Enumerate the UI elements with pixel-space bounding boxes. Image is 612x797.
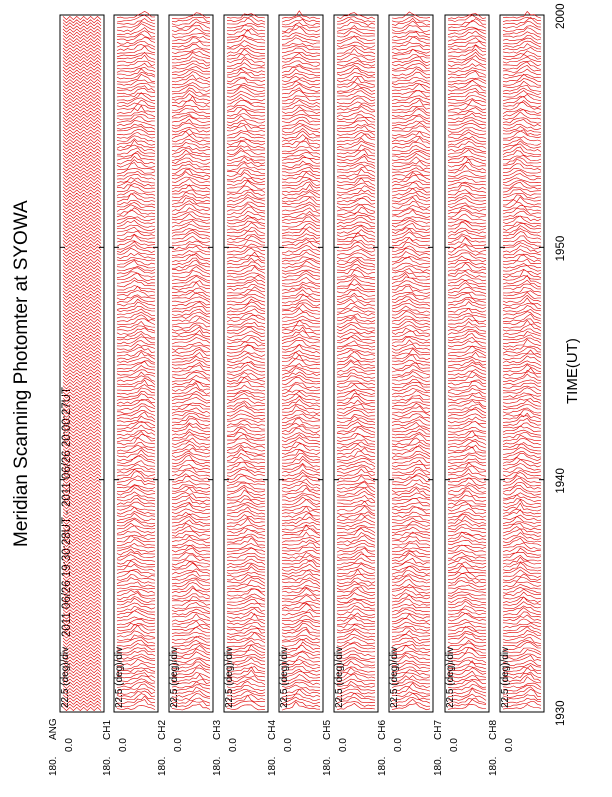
panel-traces — [503, 12, 541, 710]
panel-ch7 — [433, 14, 489, 776]
panel-ch6 — [377, 12, 433, 776]
channel-label: CH5 — [322, 719, 333, 740]
channel-label: CH2 — [157, 719, 168, 740]
y-tick-label-bottom: 0.0 — [283, 738, 294, 752]
panel-traces — [117, 11, 155, 709]
y-tick-label-top: 180. — [212, 756, 223, 776]
channel-label: CH7 — [433, 719, 444, 740]
panel-ch1 — [102, 11, 158, 776]
panel-frame — [169, 15, 213, 712]
panel-ch3 — [212, 14, 268, 776]
y-tick-label-top: 180. — [377, 756, 388, 776]
y-tick-label-bottom: 0.0 — [338, 738, 349, 752]
x-tick-label: 1950 — [555, 235, 567, 262]
scale-label: 22.5 (deg)/div — [445, 646, 456, 708]
panel-traces — [227, 14, 265, 710]
scale-label: 22.5 (deg)/div — [389, 646, 400, 708]
panel-ch4 — [267, 11, 323, 776]
scale-label: 22.5 (deg)/div — [169, 646, 180, 708]
chart-title: Meridian Scanning Photomter at SYOWA — [11, 200, 32, 547]
channel-label: CH1 — [102, 719, 113, 740]
y-tick-label-bottom: 0.0 — [64, 738, 75, 752]
y-tick-label-bottom: 0.0 — [228, 738, 239, 752]
scale-label: 22.5 (deg)/div — [334, 646, 345, 708]
channel-label: ANG — [48, 718, 59, 740]
panel-traces — [448, 14, 486, 710]
y-tick-label-top: 180. — [433, 756, 444, 776]
channel-label: CH6 — [377, 719, 388, 740]
panel-ch2 — [157, 13, 213, 776]
chart-subtitle: 2011 06/26 19:30:28UT - 2011 06/26 20:00:27UT — [61, 387, 73, 637]
panel-traces — [337, 13, 375, 710]
x-tick-label: 1940 — [555, 468, 567, 494]
scale-label: 22.5 (deg)/div — [60, 646, 71, 708]
y-tick-label-bottom: 0.0 — [173, 738, 184, 752]
y-tick-label-top: 180. — [157, 756, 168, 776]
channel-label: CH4 — [267, 719, 278, 740]
y-tick-label-top: 180. — [267, 756, 278, 776]
y-tick-label-top: 180. — [488, 756, 499, 776]
scale-label: 22.5 (deg)/div — [114, 646, 125, 708]
x-tick-label: 2000 — [555, 3, 567, 29]
y-tick-label-bottom: 0.0 — [504, 738, 515, 752]
scale-label: 22.5 (deg)/div — [279, 646, 290, 708]
panel-ch8 — [488, 12, 544, 777]
y-tick-label-bottom: 0.0 — [449, 738, 460, 752]
y-tick-label-top: 180. — [48, 756, 59, 776]
channel-label: CH8 — [488, 719, 499, 740]
channel-label: CH3 — [212, 719, 223, 740]
panel-ch5 — [322, 13, 378, 776]
x-tick-label: 1930 — [555, 700, 567, 726]
y-tick-label-bottom: 0.0 — [393, 738, 404, 752]
y-tick-label-top: 180. — [322, 756, 333, 776]
panel-traces — [392, 12, 430, 710]
scale-label: 22.5 (deg)/div — [224, 646, 235, 708]
y-tick-label-top: 180. — [102, 756, 113, 776]
panels-group — [48, 11, 544, 776]
scale-label: 22.5 (deg)/div — [500, 646, 511, 708]
y-tick-label-bottom: 0.0 — [118, 738, 129, 752]
panel-traces — [282, 11, 320, 710]
x-axis-title: TIME(UT) — [564, 338, 581, 404]
panel-traces — [172, 13, 210, 710]
panel-ang — [48, 15, 104, 776]
